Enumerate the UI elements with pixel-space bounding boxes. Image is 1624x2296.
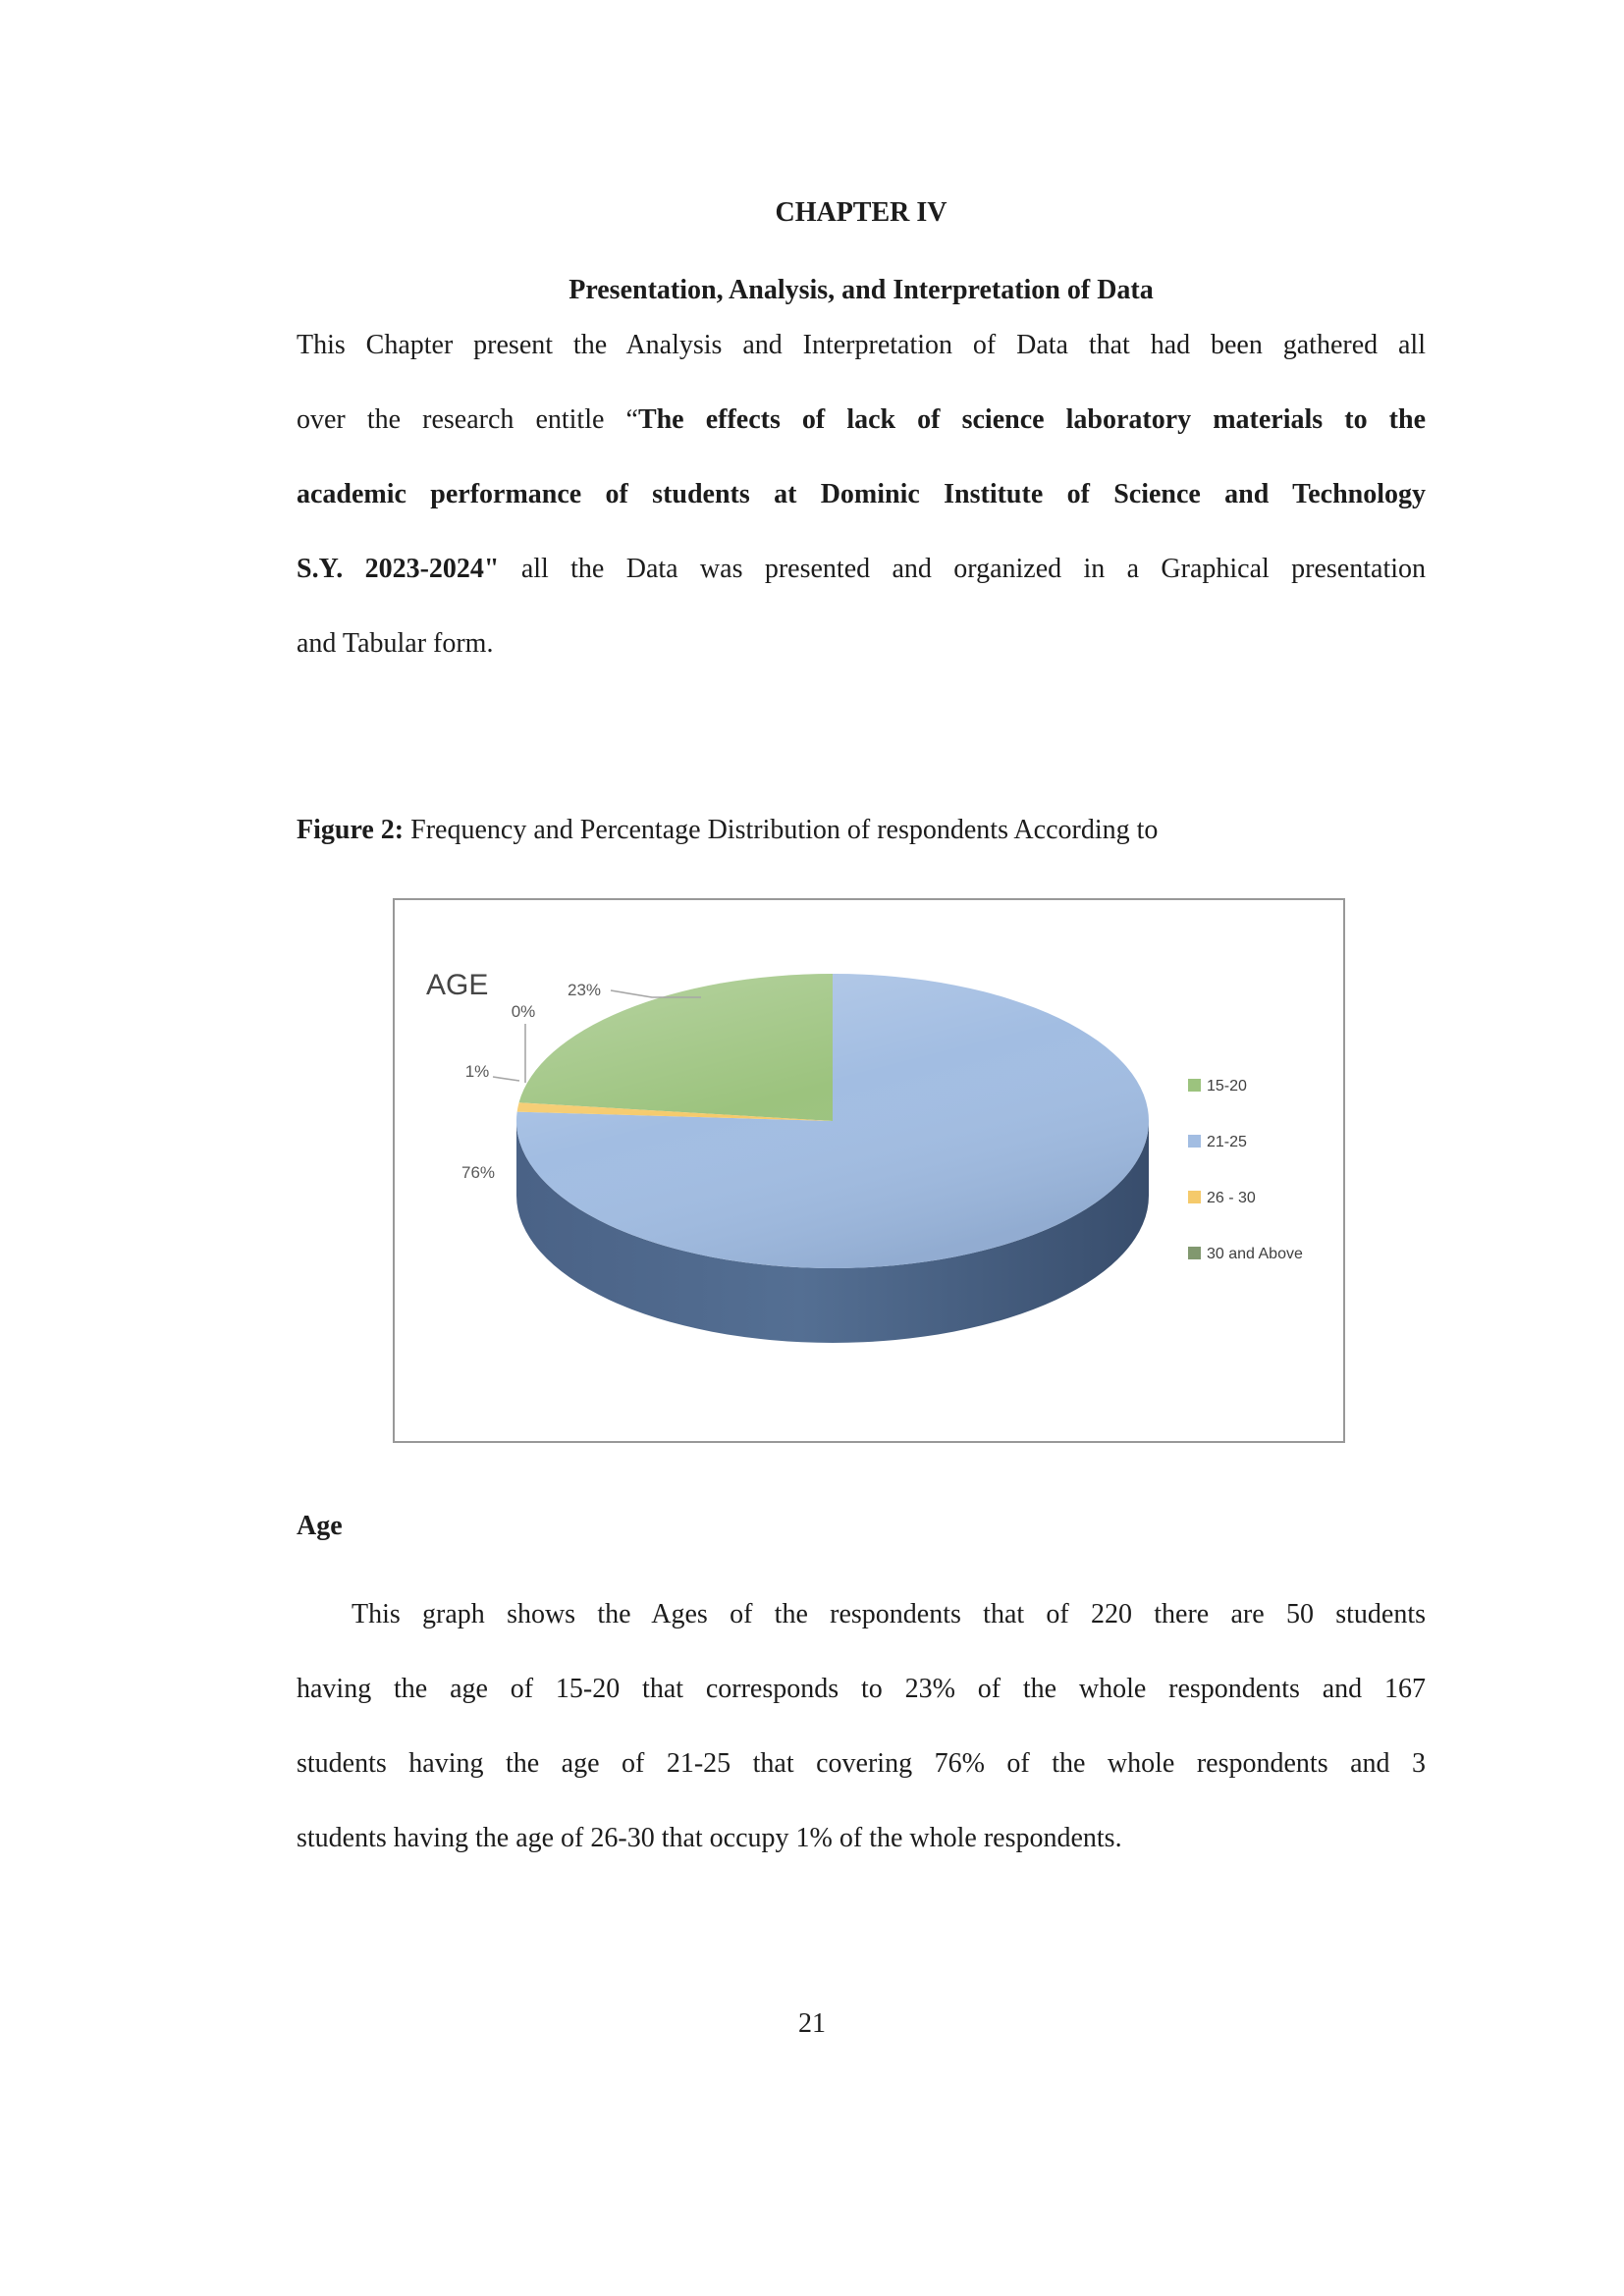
legend-label-21-25: 21-25 <box>1207 1134 1247 1150</box>
figure-caption-label: Figure 2: <box>297 815 405 845</box>
pie-chart <box>395 900 1343 1441</box>
line-text: students having the age of 26-30 that occupy 1% of the whole respondents. <box>297 1823 1122 1853</box>
line-text-bold: S.Y. 2023-2024" <box>297 554 521 584</box>
age-paragraph <box>297 1577 1426 1876</box>
chart-title: AGE <box>426 969 489 1001</box>
page-number <box>0 2004 1624 2044</box>
line-text: This graph shows the Ages of the respondents that of 220 there are 50 students <box>352 1599 1426 1629</box>
chapter-title <box>297 193 1426 233</box>
age-heading-text: Age <box>297 1511 343 1541</box>
paragraph-line <box>297 1652 1426 1727</box>
chapter-title-text: CHAPTER IV <box>775 197 947 228</box>
paragraph-line <box>297 532 1426 607</box>
figure-caption-text: Frequency and Percentage Distribution of respondents According to <box>404 815 1159 845</box>
age-heading <box>297 1507 1426 1546</box>
legend-swatch-15-20 <box>1188 1079 1201 1092</box>
line-text: students having the age of 21-25 that covering 76% of the whole respondents and 3 <box>297 1748 1426 1779</box>
chapter-subtitle-text: Presentation, Analysis, and Interpretation of Data <box>568 275 1154 305</box>
line-text: all the Data was presented and organized in a Graphical presentation <box>520 554 1427 584</box>
pct-label-21-25: 76% <box>460 1163 496 1182</box>
line-text-bold: academic performance of students at Dominic Institute of Science and Technology <box>297 479 1426 509</box>
page-number-text: 21 <box>798 2008 826 2039</box>
line-text: This Chapter present the Analysis and Interpretation of Data that had been gathered all <box>297 330 1426 360</box>
line-text: over the research entitle “ <box>297 404 638 435</box>
line-text: having the age of 15-20 that corresponds to 23% of the whole respondents and 167 <box>297 1674 1426 1704</box>
legend-swatch-30-above <box>1188 1247 1201 1259</box>
legend-label-30-above: 30 and Above <box>1207 1246 1303 1262</box>
pct-label-26-30: 1% <box>464 1062 490 1081</box>
paragraph-line <box>297 308 1426 383</box>
legend-swatch-21-25 <box>1188 1135 1201 1148</box>
paragraph-line <box>297 1801 1426 1876</box>
paragraph-line <box>297 1727 1426 1801</box>
chart-legend <box>1188 1078 1303 1262</box>
figure-chart-box <box>393 898 1345 1443</box>
intro-paragraph <box>297 308 1426 681</box>
paragraph-line <box>297 1577 1426 1652</box>
line-text-bold: The effects of lack of science laboratory materials to the <box>637 404 1426 435</box>
paragraph-line <box>297 457 1426 532</box>
pct-label-15-20: 23% <box>567 981 602 999</box>
chapter-subtitle <box>297 271 1426 310</box>
pie-sheen-overlay <box>516 974 1149 1268</box>
paragraph-line <box>297 607 1426 681</box>
line-text: and Tabular form. <box>297 628 494 659</box>
figure-caption <box>297 811 1426 850</box>
pct-label-30-above: 0% <box>511 1002 536 1021</box>
legend-label-15-20: 15-20 <box>1207 1078 1247 1095</box>
paragraph-line <box>297 383 1426 457</box>
legend-swatch-26-30 <box>1188 1191 1201 1203</box>
legend-label-26-30: 26 - 30 <box>1207 1190 1256 1206</box>
leader-line-1pct <box>493 1077 519 1081</box>
